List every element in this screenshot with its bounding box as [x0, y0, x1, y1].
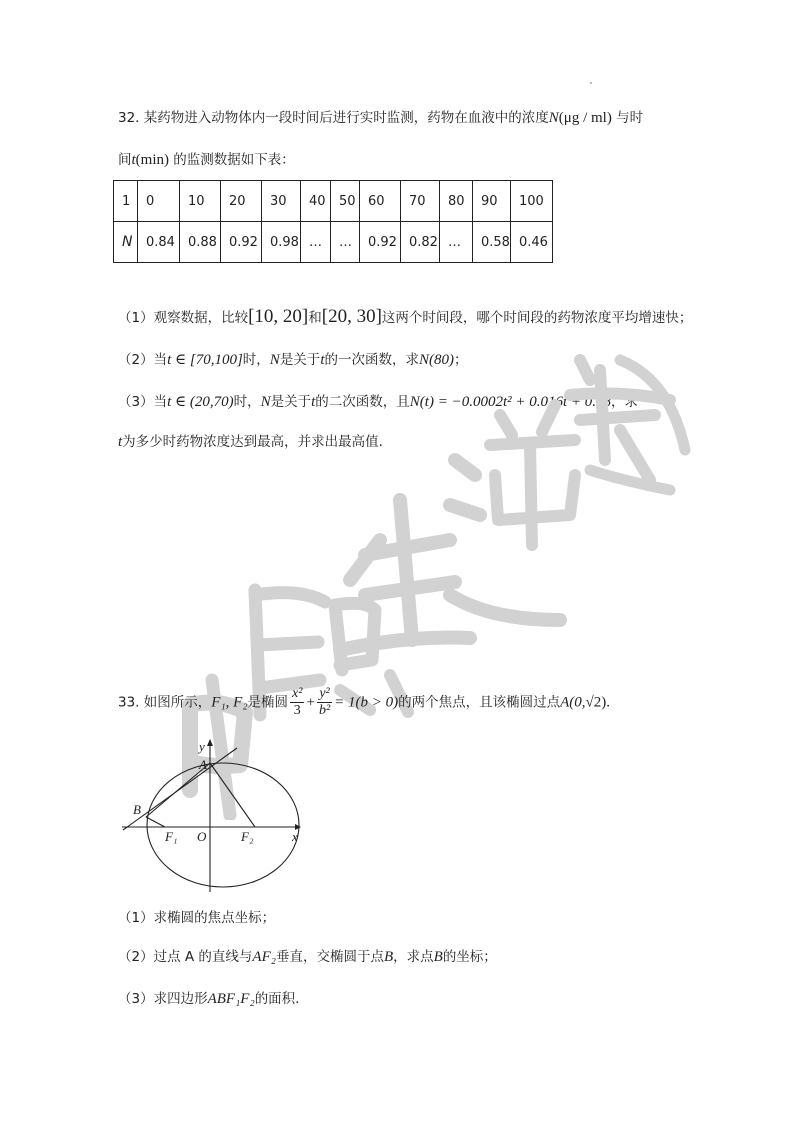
q32-conc-var: N	[548, 110, 559, 126]
q32-time-var: t	[131, 152, 136, 168]
table-cell: 50	[331, 181, 360, 222]
table-cell: 70	[401, 181, 440, 222]
table-cell: 100	[511, 181, 553, 222]
q33-sub2-mid2: ，求点	[393, 949, 434, 965]
table-cell: 0.98	[262, 222, 301, 263]
table-cell: 40	[301, 181, 331, 222]
q32-intro-line1	[118, 106, 643, 127]
q33-frac2-denominator: b²	[318, 703, 331, 718]
q32-sub3-line2-rest: 为多少时药物浓度达到最高，并求出最高值.	[122, 434, 383, 450]
q32-intro-text-d: 的监测数据如下表：	[173, 152, 295, 168]
table-cell: 20	[221, 181, 262, 222]
q32-sub2-end: ；	[453, 352, 468, 368]
q33-point-suffix: ).	[601, 694, 611, 711]
monitoring-data-table	[113, 180, 553, 263]
q32-sub1-rest: 这两个时间段，哪个时间段的药物浓度平均增速快；	[381, 310, 693, 326]
label-F1: F₁	[165, 829, 178, 844]
q33-intro	[118, 686, 610, 719]
q33-sub3-label: （3）求四边形	[118, 991, 208, 1007]
table-cell: 0.88	[180, 222, 221, 263]
q33-frac1-denominator: 3	[293, 703, 301, 718]
q33-sub2-b: B	[383, 949, 394, 965]
q32-sub3-line2-t: t	[118, 434, 123, 450]
table-cell: 1	[114, 181, 138, 222]
table-cell: 30	[262, 181, 301, 222]
table-row-time	[114, 181, 553, 222]
q33-point-sqrt: √2	[585, 694, 602, 711]
q33-sub2-end: 的坐标；	[442, 949, 497, 965]
q32-sub3-n: N	[260, 394, 271, 410]
q33-sub2-label: （2）过点 A 的直线与	[118, 949, 253, 965]
q32-sub1	[118, 306, 692, 328]
q33-sub3	[118, 987, 299, 1008]
segment-BF1	[146, 817, 165, 827]
table-cell: N	[114, 222, 138, 263]
segment-AF2	[210, 763, 255, 827]
table-cell: …	[331, 222, 360, 263]
q33-sub2-af2: AF₂	[252, 949, 276, 965]
label-B: B	[133, 802, 141, 817]
q33-intro-text-b: 是椭圆	[247, 694, 289, 711]
q32-sub3-end: ，求	[611, 394, 639, 410]
q32-sub2-expression: N(80)	[418, 352, 454, 368]
label-y: y	[199, 739, 205, 754]
q33-equation-rhs: = 1(b > 0)	[334, 694, 399, 711]
q33-point-prefix: A(0,	[560, 694, 586, 711]
q32-sub2-mid2: 是关于	[279, 352, 321, 368]
q32-sub3-line2	[118, 430, 383, 451]
table-cell: …	[301, 222, 331, 263]
table-cell: 0	[138, 181, 180, 222]
q33-sub2-b2: B	[433, 949, 443, 965]
q32-sub2-rest: 的一次函数，求	[324, 352, 419, 368]
q33-sub2-mid: 垂直，交椭圆于点	[275, 949, 384, 965]
table-cell: 60	[360, 181, 401, 222]
q32-sub3-mid2: 是关于	[270, 394, 312, 410]
q33-fraction-y	[317, 686, 332, 719]
speck	[590, 82, 592, 84]
q32-sub1-interval1: [10, 20]	[248, 306, 309, 327]
q33-frac1-numerator: x²	[292, 686, 303, 701]
label-O: O	[197, 829, 207, 844]
table-cell: 0.92	[360, 222, 401, 263]
label-F2: F₂	[241, 829, 254, 844]
q32-intro-text-a: 某药物进入动物体内一段时间后进行实时监测，药物在血液中的浓度	[143, 110, 549, 126]
q32-sub1-label: （1）观察数据，比较	[118, 310, 249, 326]
q32-intro-text-c: 间	[118, 152, 132, 168]
q32-sub1-and: 和	[308, 310, 322, 326]
q32-time-unit: (min)	[135, 152, 169, 168]
q32-sub2	[118, 348, 467, 369]
q32-sub3-mid3: 的二次函数，且	[315, 394, 410, 410]
table-cell: 0.82	[401, 222, 440, 263]
ellipse-diagram	[115, 735, 315, 895]
q32-sub2-mid: 时，	[242, 352, 270, 368]
q33-sub1-text: （1）求椭圆的焦点坐标；	[118, 910, 276, 926]
q32-sub3-mid: 时，	[233, 394, 261, 410]
q33-sub1	[118, 906, 275, 926]
q33-fraction-x	[290, 686, 304, 719]
q32-sub2-n: N	[269, 352, 280, 368]
q33-plus: +	[306, 694, 315, 711]
table-row-concentration	[114, 222, 553, 263]
q33-intro-text-a: 如图所示，	[143, 694, 212, 711]
q32-intro-line2	[118, 148, 295, 169]
q32-sub1-interval2: [20, 30]	[321, 306, 382, 327]
table-cell: 0.46	[511, 222, 553, 263]
table-cell: 0.58	[473, 222, 511, 263]
q32-sub3-condition: t ∈ (20,70)	[167, 394, 234, 410]
q32-sub2-t: t	[320, 352, 325, 368]
q33-foci: F₁, F₂	[211, 694, 248, 711]
label-A: A	[199, 757, 207, 772]
q33-sub2	[118, 945, 497, 966]
table-cell: …	[440, 222, 473, 263]
q33-intro-text-c: 的两个焦点，且该椭圆过点	[398, 694, 561, 711]
q33-number: 33.	[118, 694, 140, 711]
table-cell: 10	[180, 181, 221, 222]
q32-conc-unit: (μg / ml)	[558, 110, 612, 126]
q32-sub3-formula: N(t) = −0.0002t² + 0.016t + 0.68	[409, 394, 612, 410]
q32-sub3-line1	[118, 390, 638, 411]
q32-sub2-condition: t ∈ [70,100]	[167, 352, 243, 368]
q32-number: 32.	[118, 110, 140, 126]
q32-sub3-t: t	[311, 394, 316, 410]
label-x: x	[292, 829, 298, 844]
table-cell: 0.84	[138, 222, 180, 263]
table-cell: 90	[473, 181, 511, 222]
q32-sub2-label: （2）当	[118, 352, 168, 368]
q32-sub3-label: （3）当	[118, 394, 168, 410]
q32-intro-text-b: 与时	[616, 110, 644, 126]
y-axis-arrow	[207, 739, 213, 746]
q33-sub3-end: 的面积.	[254, 991, 300, 1007]
q33-frac2-numerator: y²	[317, 686, 332, 703]
table-cell: 0.92	[221, 222, 262, 263]
table-cell: 80	[440, 181, 473, 222]
q33-sub3-quadrilateral: ABF₁F₂	[207, 991, 255, 1007]
